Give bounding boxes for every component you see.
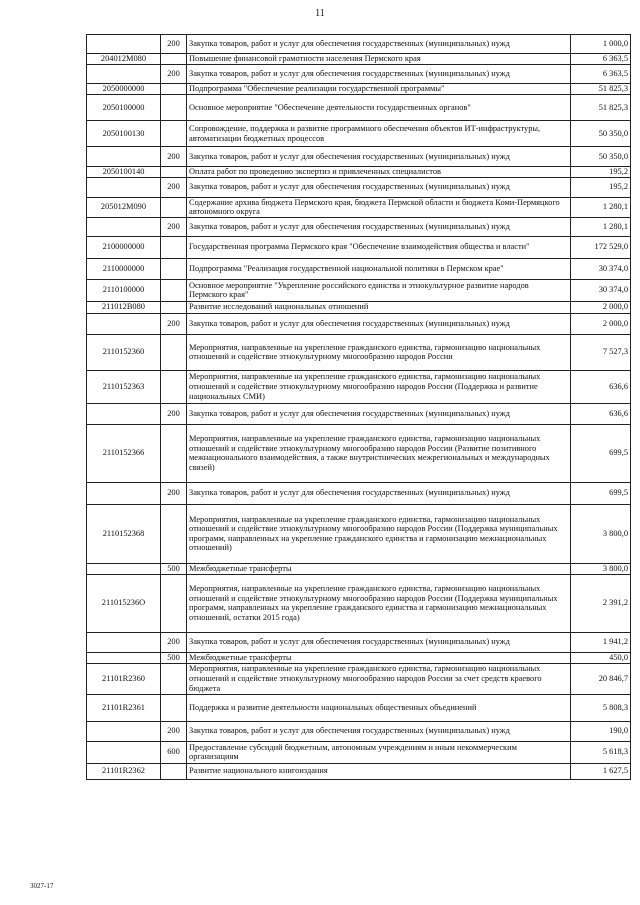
table-row xyxy=(87,84,631,95)
code-cell: 2110152368 xyxy=(87,504,161,563)
table-row xyxy=(87,763,631,779)
code-cell: 211015236О xyxy=(87,574,161,632)
amount-cell: 2 391,2 xyxy=(571,574,631,632)
name-cell: Оплата работ по проведению экспертиз и привлеченных специалистов xyxy=(187,167,571,178)
table-row xyxy=(87,236,631,258)
amount-cell: 195,2 xyxy=(571,167,631,178)
table-row xyxy=(87,65,631,84)
amount-cell: 20 846,7 xyxy=(571,663,631,694)
amount-cell: 30 374,0 xyxy=(571,279,631,301)
table-row xyxy=(87,301,631,313)
table-row xyxy=(87,54,631,65)
name-cell: Поддержка и развитие деятельности национальных общественных объединений xyxy=(187,694,571,721)
code-cell xyxy=(87,217,161,236)
amount-cell: 190,0 xyxy=(571,721,631,741)
expense-type-cell xyxy=(161,197,187,217)
amount-cell: 450,0 xyxy=(571,652,631,663)
expense-type-cell xyxy=(161,121,187,147)
code-cell: 2050100140 xyxy=(87,167,161,178)
code-cell: 2110152360 xyxy=(87,334,161,370)
table-row xyxy=(87,652,631,663)
expense-type-cell xyxy=(161,258,187,279)
name-cell: Подпрограмма "Реализация государственной национальной политики в Пермском крае" xyxy=(187,258,571,279)
expense-type-cell: 200 xyxy=(161,482,187,504)
expense-type-cell xyxy=(161,504,187,563)
expense-type-cell xyxy=(161,370,187,403)
table-row xyxy=(87,574,631,632)
expense-type-cell xyxy=(161,95,187,121)
code-cell xyxy=(87,65,161,84)
amount-cell: 1 941,2 xyxy=(571,632,631,652)
code-cell: 21101R2362 xyxy=(87,763,161,779)
code-cell: 21101R2360 xyxy=(87,663,161,694)
expense-type-cell: 200 xyxy=(161,35,187,54)
amount-cell: 2 000,0 xyxy=(571,301,631,313)
code-cell: 2100000000 xyxy=(87,236,161,258)
expense-type-cell: 200 xyxy=(161,65,187,84)
name-cell: Развитие исследований национальных отношений xyxy=(187,301,571,313)
name-cell: Государственная программа Пермского края "Обеспечение взаимодействия общества и власти" xyxy=(187,236,571,258)
name-cell: Мероприятия, направленные на укрепление гражданского единства, гармонизацию национальных отношений и содействие этнокультурному многообразию народов России (Развитие позитивного межнационального взаимодействия, а также внутристнических межрегиональных и международных связей) xyxy=(187,424,571,482)
amount-cell: 51 825,3 xyxy=(571,95,631,121)
budget-table xyxy=(86,34,631,780)
table-row xyxy=(87,167,631,178)
table-row xyxy=(87,663,631,694)
code-cell: 204012М080 xyxy=(87,54,161,65)
name-cell: Межбюджетные трансферты xyxy=(187,652,571,663)
table-row xyxy=(87,121,631,147)
code-cell xyxy=(87,741,161,763)
amount-cell: 699,5 xyxy=(571,424,631,482)
amount-cell: 3 800,0 xyxy=(571,504,631,563)
code-cell: 211012В080 xyxy=(87,301,161,313)
amount-cell: 7 527,3 xyxy=(571,334,631,370)
name-cell: Мероприятия, направленные на укрепление гражданского единства, гармонизацию национальных отношений и содействие этнокультурному многообразию народов России за счет средств краевого бюджета xyxy=(187,663,571,694)
expense-type-cell xyxy=(161,279,187,301)
code-cell xyxy=(87,403,161,424)
code-cell: 2050100130 xyxy=(87,121,161,147)
table-row xyxy=(87,197,631,217)
table-row xyxy=(87,741,631,763)
code-cell xyxy=(87,147,161,167)
table-row xyxy=(87,504,631,563)
amount-cell: 636,6 xyxy=(571,370,631,403)
amount-cell: 1 000,0 xyxy=(571,35,631,54)
table-row xyxy=(87,177,631,197)
amount-cell: 195,2 xyxy=(571,177,631,197)
name-cell: Повышение финансовой грамотности населения Пермского края xyxy=(187,54,571,65)
expense-type-cell: 200 xyxy=(161,403,187,424)
code-cell: 2110152363 xyxy=(87,370,161,403)
table-row xyxy=(87,258,631,279)
name-cell: Предоставление субсидий бюджетным, автономным учреждениям и иным некоммерческим организациям xyxy=(187,741,571,763)
expense-type-cell: 200 xyxy=(161,177,187,197)
expense-type-cell: 500 xyxy=(161,652,187,663)
name-cell: Подпрограмма "Обеспечение реализации государственной программы" xyxy=(187,84,571,95)
code-cell: 2050000000 xyxy=(87,84,161,95)
expense-type-cell: 200 xyxy=(161,721,187,741)
amount-cell: 1 280,1 xyxy=(571,197,631,217)
table-row xyxy=(87,563,631,574)
amount-cell: 172 529,0 xyxy=(571,236,631,258)
expense-type-cell xyxy=(161,301,187,313)
name-cell: Мероприятия, направленные на укрепление гражданского единства, гармонизацию национальных отношений и содействие этнокультурному многообразию народов России (Поддержка муниципальных программ, направленных на укрепление гражданского единства и гармонизацию межнациональных отношений) xyxy=(187,504,571,563)
table-row xyxy=(87,482,631,504)
expense-type-cell xyxy=(161,424,187,482)
budget-table-body xyxy=(87,35,631,780)
name-cell: Закупка товаров, работ и услуг для обеспечения государственных (муниципальных) нужд xyxy=(187,177,571,197)
code-cell xyxy=(87,177,161,197)
expense-type-cell xyxy=(161,663,187,694)
code-cell: 2110100000 xyxy=(87,279,161,301)
amount-cell: 50 350,0 xyxy=(571,121,631,147)
expense-type-cell xyxy=(161,54,187,65)
expense-type-cell: 200 xyxy=(161,147,187,167)
name-cell: Закупка товаров, работ и услуг для обеспечения государственных (муниципальных) нужд xyxy=(187,65,571,84)
expense-type-cell: 200 xyxy=(161,217,187,236)
expense-type-cell xyxy=(161,236,187,258)
table-row xyxy=(87,147,631,167)
amount-cell: 6 363,5 xyxy=(571,54,631,65)
name-cell: Закупка товаров, работ и услуг для обеспечения государственных (муниципальных) нужд xyxy=(187,403,571,424)
code-cell xyxy=(87,721,161,741)
code-cell xyxy=(87,563,161,574)
name-cell: Закупка товаров, работ и услуг для обеспечения государственных (муниципальных) нужд xyxy=(187,482,571,504)
amount-cell: 50 350,0 xyxy=(571,147,631,167)
expense-type-cell xyxy=(161,694,187,721)
amount-cell: 3 800,0 xyxy=(571,563,631,574)
name-cell: Закупка товаров, работ и услуг для обеспечения государственных (муниципальных) нужд xyxy=(187,632,571,652)
amount-cell: 1 627,5 xyxy=(571,763,631,779)
name-cell: Межбюджетные трансферты xyxy=(187,563,571,574)
document-code: 3027-17 xyxy=(30,882,54,890)
table-row xyxy=(87,35,631,54)
name-cell: Закупка товаров, работ и услуг для обеспечения государственных (муниципальных) нужд xyxy=(187,147,571,167)
table-row xyxy=(87,721,631,741)
table-row xyxy=(87,694,631,721)
name-cell: Закупка товаров, работ и услуг для обеспечения государственных (муниципальных) нужд xyxy=(187,217,571,236)
expense-type-cell xyxy=(161,84,187,95)
name-cell: Закупка товаров, работ и услуг для обеспечения государственных (муниципальных) нужд xyxy=(187,35,571,54)
name-cell: Закупка товаров, работ и услуг для обеспечения государственных (муниципальных) нужд xyxy=(187,313,571,334)
page-number: 11 xyxy=(315,8,325,19)
table-row xyxy=(87,95,631,121)
name-cell: Мероприятия, направленные на укрепление гражданского единства, гармонизацию национальных отношений и содействие этнокультурному многообразию народов России (Поддержка муниципальных программ, направленных на укрепление гражданского единства и гармонизацию межнациональных отношений, остатки 2015 года) xyxy=(187,574,571,632)
name-cell: Основное мероприятие "Укрепление российского единства и этнокультурное развитие народов Пермского края" xyxy=(187,279,571,301)
expense-type-cell xyxy=(161,763,187,779)
name-cell: Мероприятия, направленные на укрепление гражданского единства, гармонизацию национальных отношений и содействие этнокультурному многообразию народов России (Поддержка и развитие национальных СМИ) xyxy=(187,370,571,403)
code-cell: 21101R2361 xyxy=(87,694,161,721)
code-cell xyxy=(87,313,161,334)
code-cell: 2110000000 xyxy=(87,258,161,279)
name-cell: Содержание архива бюджета Пермского края, бюджета Пермской области и бюджета Коми-Пермяцкого автономного округа xyxy=(187,197,571,217)
code-cell xyxy=(87,35,161,54)
expense-type-cell xyxy=(161,167,187,178)
name-cell: Развитие национального книгоиздания xyxy=(187,763,571,779)
name-cell: Мероприятия, направленные на укрепление гражданского единства, гармонизацию национальных отношений и содействие этнокультурному многообразию народов России xyxy=(187,334,571,370)
amount-cell: 699,5 xyxy=(571,482,631,504)
expense-type-cell xyxy=(161,334,187,370)
amount-cell: 1 280,1 xyxy=(571,217,631,236)
amount-cell: 636,6 xyxy=(571,403,631,424)
amount-cell: 6 363,5 xyxy=(571,65,631,84)
table-row xyxy=(87,334,631,370)
expense-type-cell: 200 xyxy=(161,313,187,334)
name-cell: Сопровождение, поддержка и развитие программного обеспечения объектов ИТ-инфраструктуры, автоматизации бюджетных процессов xyxy=(187,121,571,147)
amount-cell: 51 825,3 xyxy=(571,84,631,95)
code-cell xyxy=(87,652,161,663)
table-row xyxy=(87,632,631,652)
expense-type-cell xyxy=(161,574,187,632)
table-row xyxy=(87,403,631,424)
name-cell: Основное мероприятие "Обеспечение деятельности государственных органов" xyxy=(187,95,571,121)
table-row xyxy=(87,424,631,482)
table-row xyxy=(87,313,631,334)
table-row xyxy=(87,217,631,236)
expense-type-cell: 600 xyxy=(161,741,187,763)
table-row xyxy=(87,279,631,301)
code-cell xyxy=(87,482,161,504)
code-cell: 2110152366 xyxy=(87,424,161,482)
amount-cell: 2 000,0 xyxy=(571,313,631,334)
expense-type-cell: 200 xyxy=(161,632,187,652)
code-cell: 205012М090 xyxy=(87,197,161,217)
code-cell: 2050100000 xyxy=(87,95,161,121)
expense-type-cell: 500 xyxy=(161,563,187,574)
code-cell xyxy=(87,632,161,652)
amount-cell: 30 374,0 xyxy=(571,258,631,279)
table-row xyxy=(87,370,631,403)
amount-cell: 5 618,3 xyxy=(571,741,631,763)
name-cell: Закупка товаров, работ и услуг для обеспечения государственных (муниципальных) нужд xyxy=(187,721,571,741)
amount-cell: 5 808,3 xyxy=(571,694,631,721)
